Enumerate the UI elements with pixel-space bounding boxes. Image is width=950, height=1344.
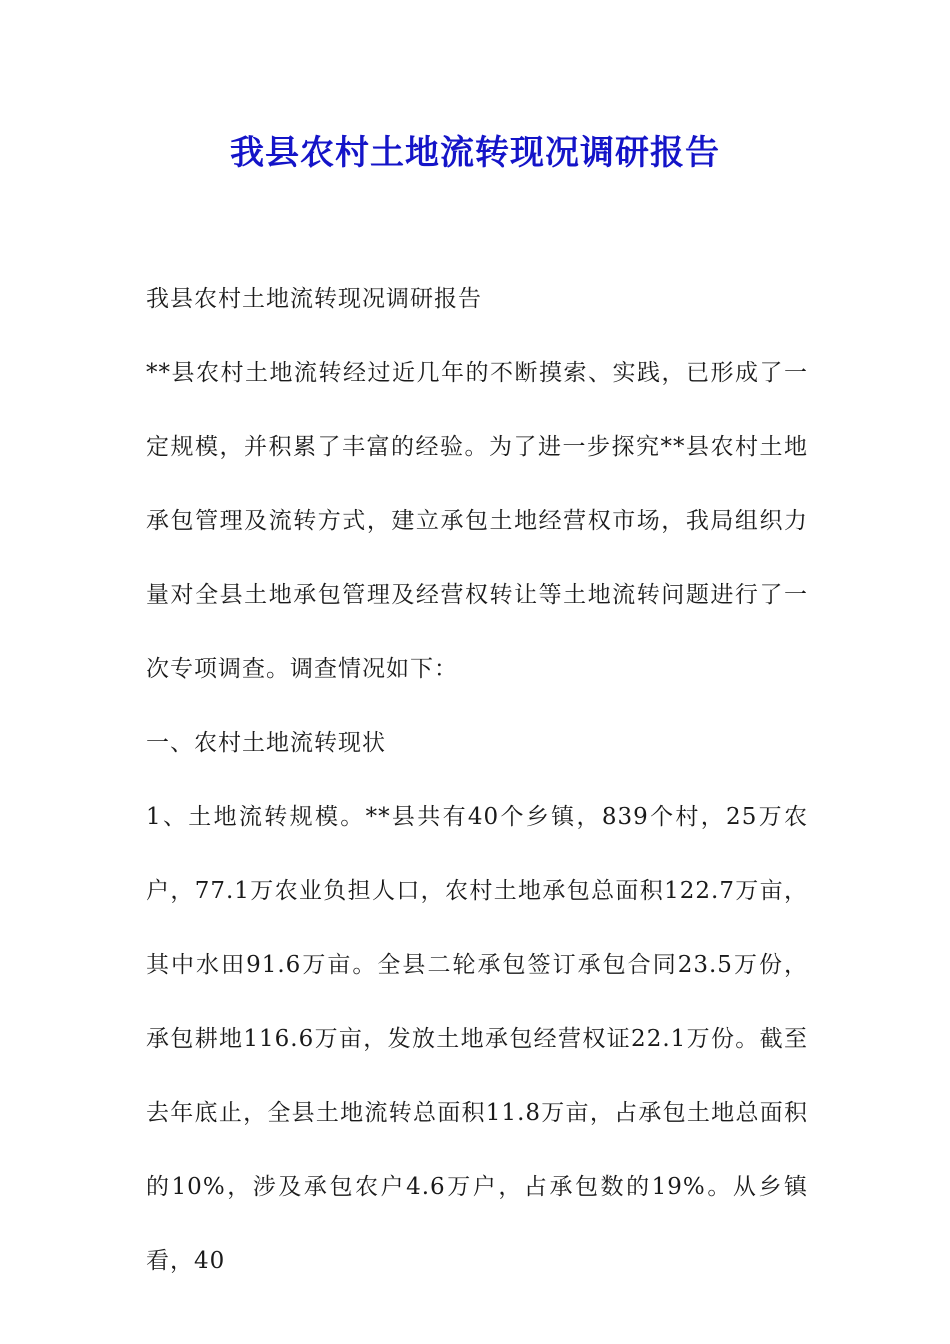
body-heading: 我县农村土地流转现况调研报告	[146, 286, 482, 312]
section-heading: 一、农村土地流转现状	[146, 730, 386, 756]
intro-paragraph: **县农村土地流转经过近几年的不断摸索、实践，已形成了一定规模，并积累了丰富的经验。为了进一步探究**县农村土地承包管理及流转方式，建立承包土地经营权市场，我局组织力量对全县土地承包管理及经营权转让等土地流转问题进行了一次专项调查。调查情况如下：	[146, 360, 808, 682]
document-title: 我县农村土地流转现况调研报告	[230, 133, 720, 173]
scale-paragraph: 1、土地流转规模。**县共有40个乡镇，839个村，25万农户，77.1万农业负担人口，农村土地承包总面积122.7万亩，其中水田91.6万亩。全县二轮承包签订承包合同23.5万份，承包耕地116.6万亩，发放土地承包经营权证22.1万份。截至去年底止，全县土地流转总面积11.8万亩，占承包土地总面积的10%，涉及承包农户4.6万户，占承包数的19%。从乡镇看，40	[146, 804, 808, 1274]
document-body	[146, 262, 808, 1298]
